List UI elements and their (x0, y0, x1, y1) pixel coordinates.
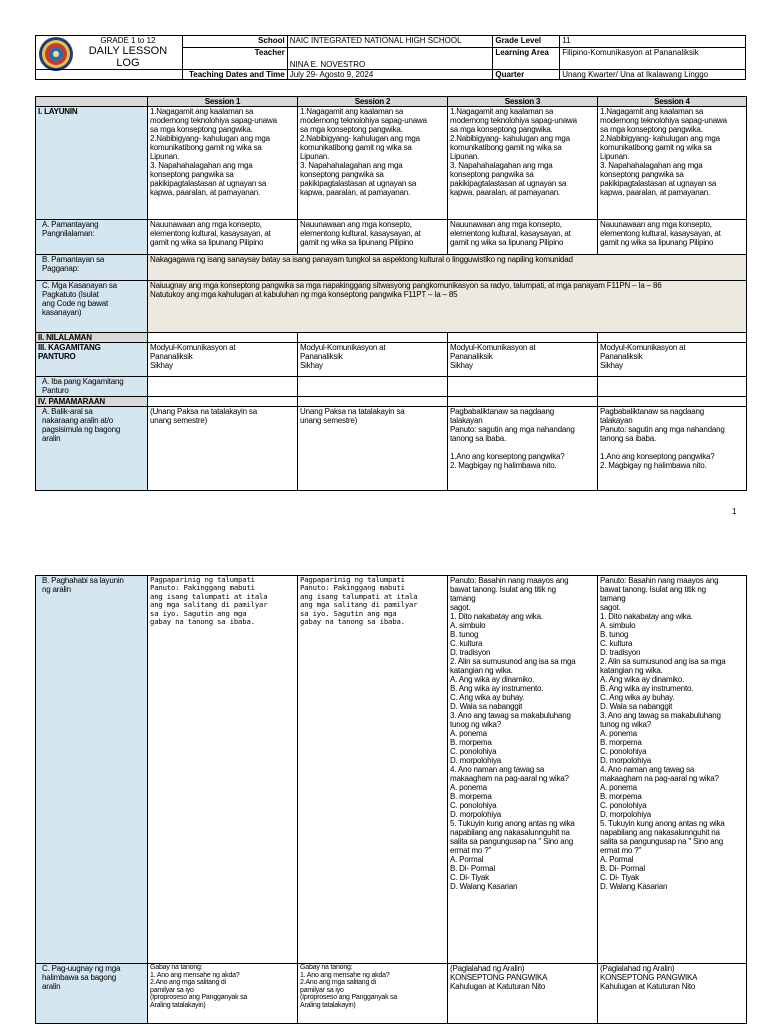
session-3-header: Session 3 (448, 97, 598, 107)
paghahabi-s1: Pagpaparinig ng talumpati Panuto: Pakinggang mabuti ang isang talumpati at itala ang mga salitang di pamilyar sa iyo. Sagutin ang mga gabay na tanong sa ibaba. (148, 576, 298, 964)
quarter-value: Unang Kwarter/ Una at Ikalawang Linggo (560, 70, 746, 80)
grade-level-value: 11 (560, 36, 746, 48)
kagamitang-s3: Modyul-Komunikasyon at Pananaliksik Sikhay (448, 343, 598, 377)
layunin-s2: 1.Nagagamit ang kaalaman sa modernong teknolohiya sapag-unawa sa mga konseptong pangwika. 2.Nabibigyang- kahulugan ang mga komunikatibong gamit ng wika sa Lipunan. 3. Napahahalagahan ang mga konseptong pangwika sa pakikipagtalastasan at ugnayan sa kapwa, paaralan, at pamayanan. (298, 107, 448, 220)
pamamaraan-label: IV. PAMAMARAAN (36, 397, 148, 407)
pag-uugnay-label: C. Pag-uugnay ng mga halimbawa sa bagong aralin (36, 964, 148, 1024)
quarter-label: Quarter (493, 70, 560, 80)
teacher-label: Teacher (182, 47, 287, 69)
paghahabi-s2: Pagpaparinig ng talumpati Panuto: Pakinggang mabuti ang isang talumpati at itala ang mga salitang di pamilyar sa iyo. Sagutin ang mga gabay na tanong sa ibaba. (298, 576, 448, 964)
pamantayang-pangnilalaman-label: A. Pamantayang Pangnilalaman: (36, 220, 148, 255)
grade-level-label: Grade Level (493, 36, 560, 48)
pangnilalaman-s2: Nauunawaan ang mga konsepto, elementong kultural, kasaysayan, at gamit ng wika sa lipunang Pilipino (298, 220, 448, 255)
page-number: 1 (732, 507, 737, 516)
nilalaman-label: II. NILALAMAN (36, 333, 148, 343)
pag-uugnay-s4: (Paglalahad ng Aralin) KONSEPTONG PANGWIKA Kahulugan at Katuturan Nito (598, 964, 747, 1024)
grade-range: GRADE 1 to 12 (100, 36, 156, 45)
kagamitang-s2: Modyul-Komunikasyon at Pananaliksik Sikhay (298, 343, 448, 377)
lesson-table-page1 (35, 96, 747, 491)
session-1-header: Session 1 (148, 97, 298, 107)
layunin-s3: 1.Nagagamit ang kaalaman sa modernong teknolohiya sapag-unawa sa mga konseptong pangwika. 2.Nabibigyang- kahulugan ang mga komunikatibong gamit ng wika sa Lipunan. 3. Napahahalagahan ang mga konseptong pangwika sa pakikipagtalastasan at ugnayan sa kapwa, paaralan, at pamayanan. (448, 107, 598, 220)
dates-value: July 29- Agosto 9, 2024 (287, 70, 493, 80)
school-label: School (182, 36, 287, 48)
pag-uugnay-s1: Gabay na tanong: 1. Ano ang mensahe ng akda? 2.Ano ang mga salitang di pamilyar sa iyo (Iproproseso ang Pangganyak sa Araling tatalakayin) (148, 964, 298, 1024)
school-value: NAIC INTEGRATED NATIONAL HIGH SCHOOL (287, 36, 493, 48)
pag-uugnay-s3: (Paglalahad ng Aralin) KONSEPTONG PANGWIKA Kahulugan at Katuturan Nito (448, 964, 598, 1024)
iba-pang-label: A. Iba pang Kagamitang Panturo (36, 377, 148, 397)
pamantayan-pagganap-label: B. Pamantayan sa Pagganap: (36, 255, 148, 281)
teacher-value: NINA E. NOVESTRO (287, 47, 493, 69)
pangnilalaman-s3: Nauunawaan ang mga konsepto, elementong kultural, kasaysayan, at gamit ng wika sa lipunang Pilipino (448, 220, 598, 255)
kagamitang-s4: Modyul-Komunikasyon at Pananaliksik Sikhay (598, 343, 747, 377)
kagamitang-s1: Modyul-Komunikasyon at Pananaliksik Sikhay (148, 343, 298, 377)
balik-aral-s1: (Unang Paksa na tatalakayin sa unang semestre) (148, 407, 298, 491)
paghahabi-s3: Panuto: Basahin nang maayos ang bawat tanong. Isulat ang titik ng tamang sagot. 1. Dito nakabatay ang wika. A. simbulo B. tunog C. kultura D. tradisyon 2. Alin sa sumusunod ang isa sa mga katangian ng wika. A. Ang wika ay dinamiko. B. Ang wika ay instrumento. C. Ang wika ay buhay. D. Wala sa nabanggit 3. Ano ang tawag sa makabuluhang tunog ng wika? A. ponema B. morpema C. ponolohiya D. morpolohiya 4. Ano naman ang tawag sa makaagham na pag-aaral ng wika? A. ponema B. morpema C. ponolohiya D. morpolohiya 5. Tukuyin kung anong antas ng wika napabilang ang nakasalunnguhit na salita sa pangungusap na " Sino ang ermat mo ?" A. Pormal B. Di- Pormal C. Di- Tiyak D. Walang Kasarian (448, 576, 598, 964)
balik-aral-label: A. Balik-aral sa nakaraang aralin at/o pagsisimula ng bagong aralin (36, 407, 148, 491)
kasanayan-label: C. Mga Kasanayan sa Pagkatuto (Isulat ang Code ng bawat kasanayan) (36, 281, 148, 333)
session-2-header: Session 2 (298, 97, 448, 107)
learning-area-label: Learning Area (493, 47, 560, 69)
learning-area-value: Filipino-Komunikasyon at Pananaliksik (560, 47, 746, 69)
paghahabi-label: B. Paghahabi sa layunin ng aralin (36, 576, 148, 964)
balik-aral-s2: Unang Paksa na tatalakayin sa unang semestre) (298, 407, 448, 491)
dll-title: DAILY LESSON LOG (88, 45, 168, 69)
kagamitang-label: III. KAGAMITANG PANTURO (36, 343, 148, 377)
kasanayan-text: Naiuugnay ang mga konseptong pangwika sa mga napakinggang sitwasyong pangkomunikasyon sa radyo, talumpati, at mga panayam F11PN – Ia – 86 Natutukoy ang mga kahulugan at kabuluhan ng mga konseptong pangwika F11PT – Ia – 85 (148, 281, 747, 333)
pag-uugnay-s2: Gabay na tanong: 1. Ano ang mensahe ng akda? 2.Ano ang mga salitang di pamilyar sa iyo (Iproproseso ang Pangganyak sa Araling tatalakayin) (298, 964, 448, 1024)
dates-label: Teaching Dates and Time (182, 70, 287, 80)
paghahabi-s4: Panuto: Basahin nang maayos ang bawat tanong. Isulat ang titik ng tamang sagot. 1. Dito nakabatay ang wika. A. simbulo B. tunog C. kultura D. tradisyon 2. Alin sa sumusunod ang isa sa mga katangian ng wika. A. Ang wika ay dinamiko. B. Ang wika ay instrumento. C. Ang wika ay buhay. D. Wala sa nabanggit 3. Ano ang tawag sa makabuluhang tunog ng wika? A. ponema B. morpema C. ponolohiya D. morpolohiya 4. Ano naman ang tawag sa makaagham na pag-aaral ng wika? A. ponema B. morpema C. ponolohiya D. morpolohiya 5. Tukuyin kung anong antas ng wika napabilang ang nakasalunnguhit na salita sa pangungusap na " Sino ang ermat mo ?" A. Pormal B. Di- Pormal C. Di- Tiyak D. Walang Kasarian (598, 576, 747, 964)
pangnilalaman-s4: Nauunawaan ang mga konsepto, elementong kultural, kasaysayan, at gamit ng wika sa lipunang Pilipino (598, 220, 747, 255)
balik-aral-s3: Pagbabaliktanaw sa nagdaang talakayan Panuto: sagutin ang mga nahandang tanong sa ibaba. 1.Ano ang konseptong pangwika? 2. Magbigay ng halimbawa nito. (448, 407, 598, 491)
session-4-header: Session 4 (598, 97, 747, 107)
layunin-label: I. LAYUNIN (36, 107, 148, 220)
balik-aral-s4: Pagbabaliktanaw sa nagdaang talakayan Panuto: sagutin ang mga nahandang tanong sa ibaba. 1.Ano ang konseptong pangwika? 2. Magbigay ng halimbawa nito. (598, 407, 747, 491)
layunin-s4: 1.Nagagamit ang kaalaman sa modernong teknolohiya sapag-unawa sa mga konseptong pangwika. 2.Nabibigyang- kahulugan ang mga komunikatibong gamit ng wika sa Lipunan. 3. Napahahalagahan ang mga konseptong pangwika sa pakikipagtalastasan at ugnayan sa kapwa, paaralan, at pamayanan. (598, 107, 747, 220)
lesson-table-page2 (35, 575, 747, 1024)
pangnilalaman-s1: Nauunawaan ang mga konsepto, elementong kultural, kasaysayan, at gamit ng wika sa lipunang Pilipino (148, 220, 298, 255)
header-table (35, 35, 746, 80)
layunin-s1: 1.Nagagamit ang kaalaman sa modernong teknolohiya sapag-unawa sa mga konseptong pangwika. 2.Nabibigyang- kahulugan ang mga komunikatibong gamit ng wika sa Lipunan. 3. Napahahalagahan ang mga konseptong pangwika sa pakikipagtalastasan at ugnayan sa kapwa, paaralan, at pamayanan. (148, 107, 298, 220)
pagganap-text: Nakagagawa ng isang sanaysay batay sa isang panayam tungkol sa aspektong kultural o lingguwistiko ng napiling komunidad (148, 255, 747, 281)
